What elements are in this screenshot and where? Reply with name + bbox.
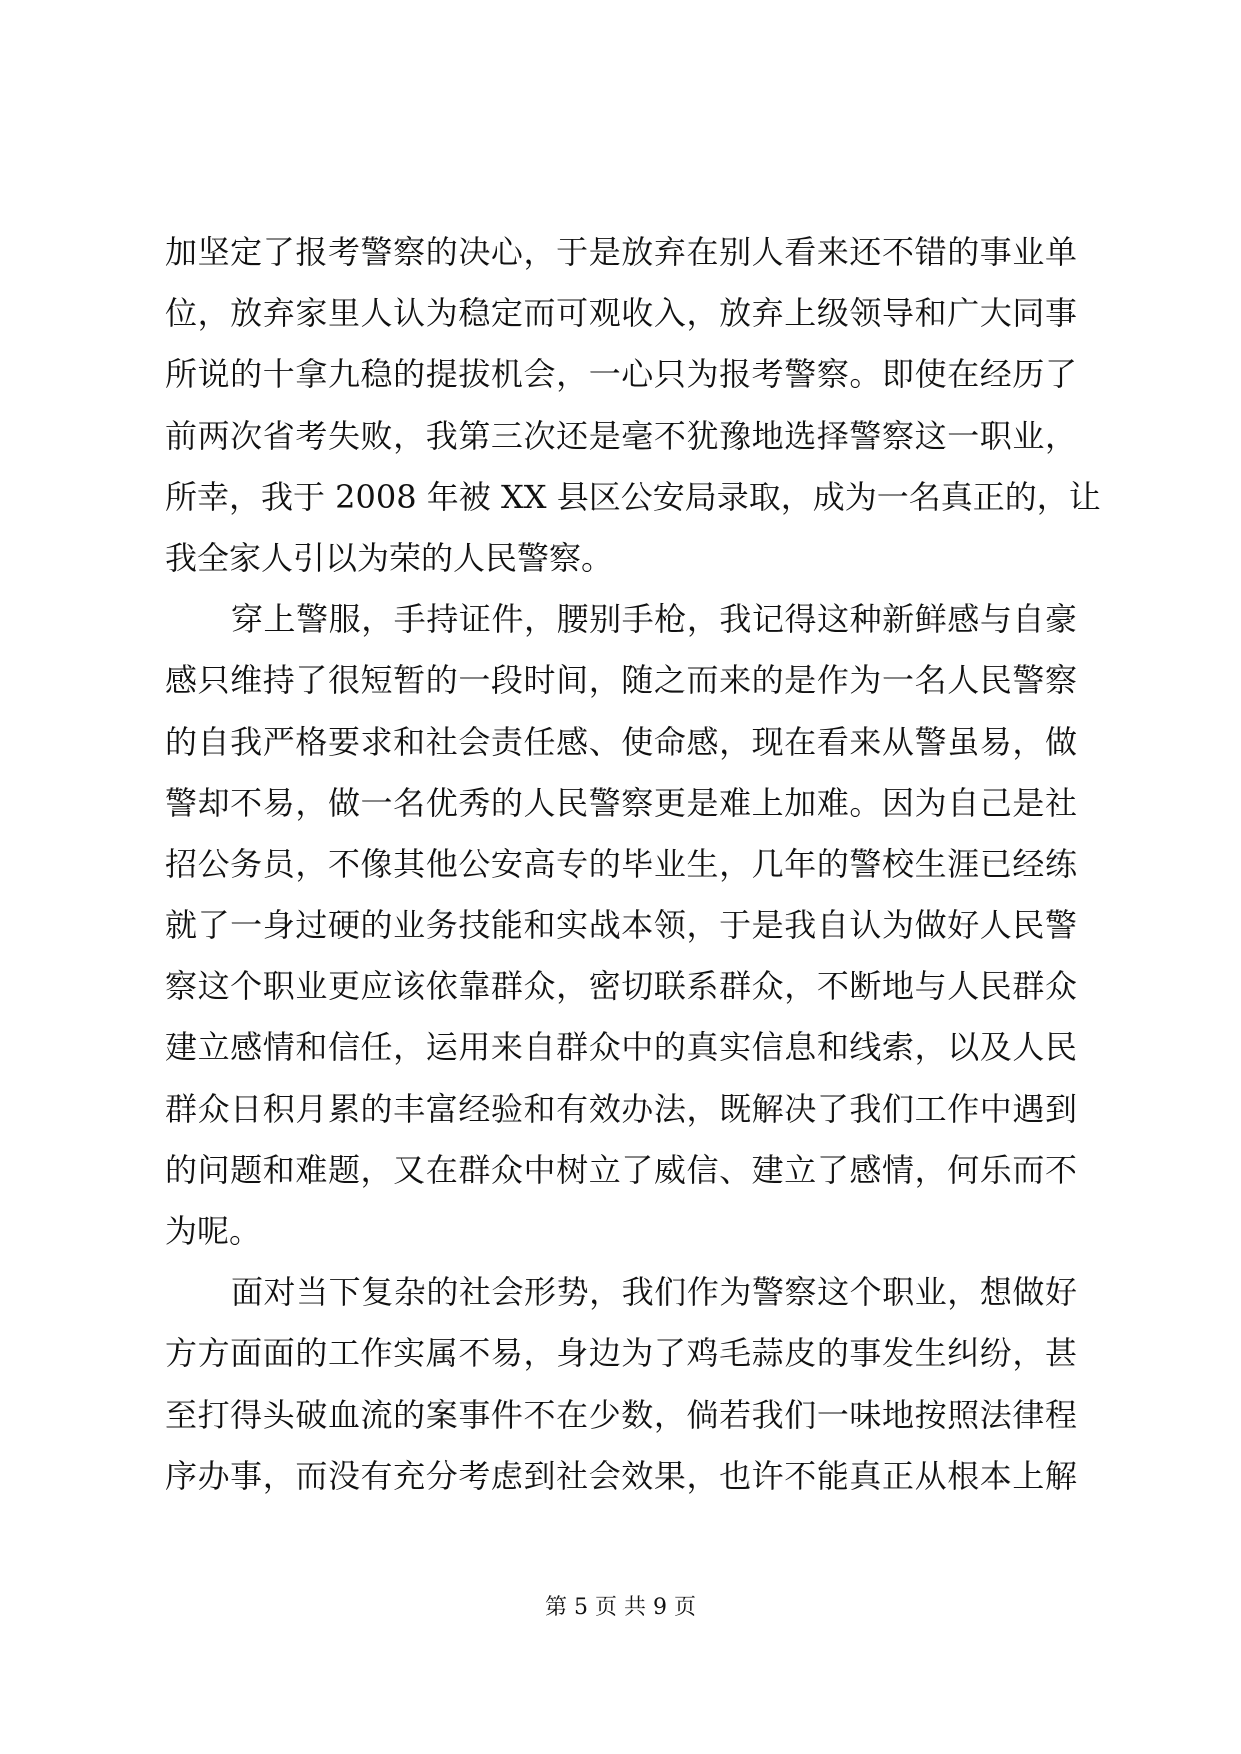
text-line: 我全家人引以为荣的人民警察。: [165, 538, 614, 577]
text-line: 所幸，我于 2008 年被 XX 县区公安局录取，成为一名真正的，让: [165, 477, 1101, 516]
text-line: 群众日积月累的丰富经验和有效办法，既解决了我们工作中遇到: [165, 1089, 1077, 1128]
text-line: 就了一身过硬的业务技能和实战本领，于是我自认为做好人民警: [165, 906, 1077, 945]
paragraph-first-line: 面对当下复杂的社会形势，我们作为警察这个职业，想做好: [231, 1273, 1077, 1312]
text-line: 的问题和难题，又在群众中树立了威信、建立了感情，何乐而不: [165, 1150, 1077, 1189]
body-text: [165, 222, 1101, 1507]
page-number: 第 5 页 共 9 页: [545, 1595, 696, 1620]
text-line: 位，放弃家里人认为稳定而可观收入，放弃上级领导和广大同事: [165, 294, 1077, 333]
text-line: 的自我严格要求和社会责任感、使命感，现在看来从警虽易，做: [165, 722, 1077, 761]
text-line: 察这个职业更应该依靠群众，密切联系群众，不断地与人民群众: [165, 967, 1077, 1006]
text-line: 警却不易，做一名优秀的人民警察更是难上加难。因为自己是社: [165, 783, 1077, 822]
text-line: 序办事，而没有充分考虑到社会效果，也许不能真正从根本上解: [165, 1456, 1077, 1495]
text-line: 感只维持了很短暂的一段时间，随之而来的是作为一名人民警察: [165, 661, 1077, 700]
text-line: 加坚定了报考警察的决心，于是放弃在别人看来还不错的事业单: [165, 233, 1077, 271]
text-line: 方方面面的工作实属不易，身边为了鸡毛蒜皮的事发生纠纷，甚: [165, 1334, 1077, 1373]
text-line: 建立感情和信任，运用来自群众中的真实信息和线索，以及人民: [165, 1028, 1077, 1067]
text-line: 前两次省考失败，我第三次还是毫不犹豫地选择警察这一职业，: [165, 416, 1077, 455]
text-line: 所说的十拿九稳的提拔机会，一心只为报考警察。即使在经历了: [165, 355, 1077, 394]
text-line: 为呢。: [165, 1212, 262, 1250]
text-line: 招公务员，不像其他公安高专的毕业生，几年的警校生涯已经练: [165, 844, 1077, 883]
text-line: 至打得头破血流的案事件不在少数，倘若我们一味地按照法律程: [165, 1395, 1077, 1434]
page-footer: [0, 1593, 1241, 1623]
paragraph-first-line: 穿上警服，手持证件，腰别手枪，我记得这种新鲜感与自豪: [231, 600, 1077, 639]
